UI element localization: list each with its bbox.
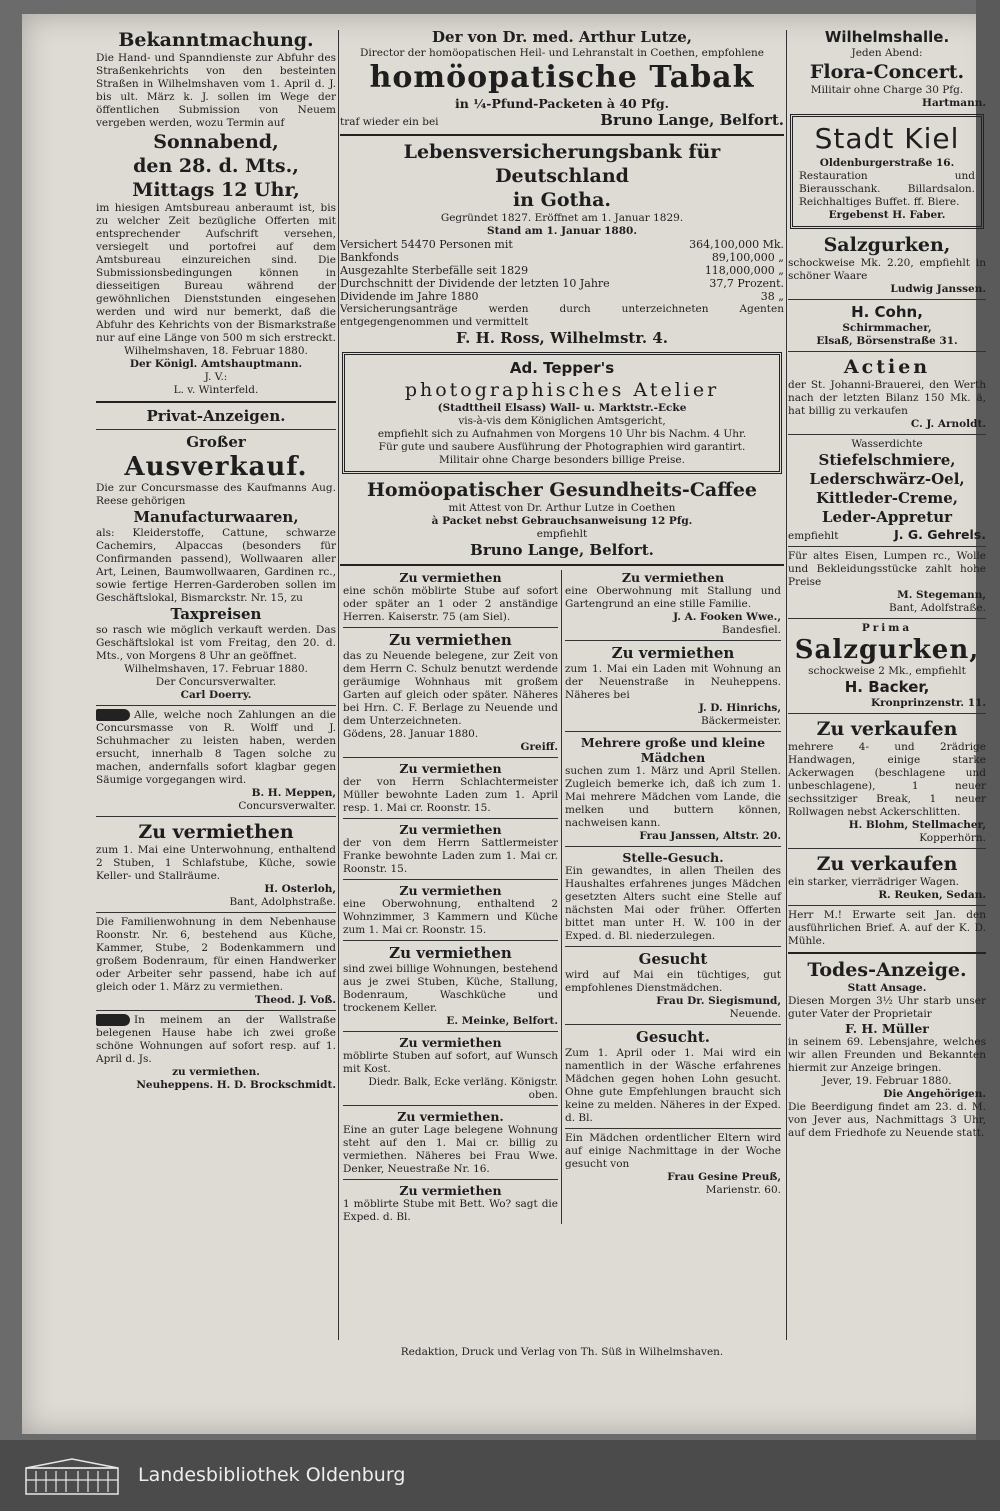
bek-signature: Der Königl. Amtshauptmann. [129,358,303,370]
sell-signature: R. Reuken, Sedan. [878,889,986,901]
wh-concert: Flora-Concert. [809,61,965,83]
divider [343,879,558,880]
death-notice-text: Die Beerdigung findet am 23. d. M. von Jever aus, Nachmittags 3 Uhr, auf dem Friedhofe zu Neuende statt. [788,1101,986,1139]
sell-heading: Zu verkaufen [816,853,958,875]
caffee-title: Homöopatischer Gesundheits-Caffee [366,479,758,501]
cohn-address: Elsaß, Börsenstraße 31. [816,335,958,347]
insurance-agent: F. H. Ross, Wilhelmstr. 4. [455,329,668,347]
job-text: Zum 1. April oder 1. Mai wird ein namentlich in der Wäsche erfahrenes Mädchen gegen hohen Lohn gesucht. Ohne gute Empfehlungen braucht sich keine zu melden. Näheres in der Exped. d. Bl. [565,1047,781,1124]
gehrels-product: Stiefelschmiere, [818,451,956,469]
rent-signature: Bäckermeister. [700,715,781,727]
divider [565,1128,781,1129]
divider [343,940,558,941]
sale-heading: Ausverkauf. [124,452,308,482]
job-text: Ein gewandtes, in allen Theilen des Haushaltes erfahrenes junges Mädchen gesetzten Alters sucht eine Stelle auf nächsten Mai oder früher. Offerten bittet man unter H. W. 100 in der Exped. d. Bl. niederzulegen. [565,865,781,942]
divider [565,846,781,847]
sale-goods: Manufacturwaaren, [133,508,299,526]
death-notice-text: Diesen Morgen 3½ Uhr starb unser guter Vater der Proprietair [788,995,986,1020]
caffee-pack: à Packet nebst Gebrauchsanweisung 12 Pfg. [431,515,693,527]
sell-heading: Zu verkaufen [816,718,958,740]
insurance-row-label: Durchschnitt der Dividende der letzten 10 Jahre [340,277,610,290]
divider [343,1105,558,1106]
pointing-hand-icon [96,709,130,721]
job-heading: Gesucht. [636,1028,710,1046]
insurance-row-value: 37,7 Prozent. [709,277,784,290]
wall-text: In meinem an der Wallstraße belegenen Hause habe ich zwei große schöne Wohnungen auf sofort resp. auf 1. April d. Js. [96,1014,336,1065]
insurance-row [340,290,784,303]
divider [96,429,336,430]
sale-place: Wilhelmshaven, 17. Februar 1880. [124,663,308,675]
insurance-founded: Gegründet 1827. Eröffnet am 1. Januar 1829. [440,212,684,224]
rent-signature: Greiff. [520,741,558,753]
insurance-title: Lebensversicherungsbank für Deutschland [403,141,721,187]
divider [343,757,558,758]
death-notice-name: F. H. Müller [845,1021,929,1036]
salz-signature: Ludwig Janssen. [890,283,986,295]
flat-signature: Theod. J. Voß. [254,994,336,1006]
rent-signature: J. D. Hinrichs, [698,702,781,714]
insurance-row [340,277,784,290]
rent-text: eine Oberwohnung mit Stallung und Gartengrund an eine stille Familie. [565,585,781,610]
divider [788,351,986,352]
column-rule [786,30,787,1340]
lutze-seller-row [340,111,784,130]
sale-text: so rasch wie möglich verkauft werden. Das Geschäftslokal ist vom Freitag, den 20. d. Mts., von Morgens 8 Uhr an geöffnet. [96,624,336,662]
rent-text: der von dem Herrn Sattlermeister Franke bewohnte Laden zum 1. Mai cr. Roonstr. 15. [343,837,558,875]
divider [788,848,986,849]
backer-signature: Kronprinzenstr. 11. [871,697,986,709]
divider [343,818,558,819]
divider [96,705,336,706]
wh-text: Militair ohne Charge 30 Pfg. [810,84,964,96]
death-notice-place: Jever, 19. Februar 1880. [822,1075,952,1087]
insurance-row-label: Ausgezahlte Sterbefälle seit 1829 [340,264,529,277]
rent-heading: Zu vermiethen [399,761,502,776]
left-column [96,28,336,1338]
classified-right [562,570,784,1224]
rent-text: das zu Neuende belegene, zur Zeit von dem Herrn C. Schulz benutzt werdende geräumige Wohnhaus mit großem Garten auf gleich oder später. Näheres bei Hrn. C. F. Berlage zu Neuende und dem Unterzeichneten. [343,650,558,727]
job-heading: Stelle-Gesuch. [622,850,724,865]
gehrels-sub: Wasserdichte [851,438,923,450]
divider [788,952,986,954]
gehrels-product: Lederschwärz-Oel, [809,470,965,488]
rent-heading: Zu vermiethen [399,570,502,585]
backer-text: schockweise 2 Mk., empfiehlt [808,665,966,677]
middle-column [340,28,784,1338]
bek-signature: J. V.: [204,371,228,383]
stegemann-text: Für altes Eisen, Lumpen rc., Wolle und Bekleidungsstücke zahlt hohe Preise [788,550,986,588]
divider [565,1024,781,1025]
rent-heading: Zu vermiethen [621,570,725,585]
imprint-line: Redaktion, Druck und Verlag von Th. Süß in Wilhelmshaven. [400,1346,724,1358]
rent-heading: Zu vermiethen [389,631,512,649]
kiel-address: Oldenburgerstraße 16. [819,157,955,169]
caffee-sub: mit Attest von Dr. Arthur Lutze in Coethen [448,502,676,514]
rent-text: zum 1. Mai ein Laden mit Wohnung an der Neuenstraße in Neuheppens. Näheres bei [565,663,781,701]
divider [565,946,781,947]
rent-heading: Zu vermiethen. [397,1109,504,1124]
divider [788,546,986,547]
gehrels-signature: J. G. Gehrels. [894,527,986,542]
tepper-location: (Stadttheil Elsass) Wall- u. Marktstr.-Ecke [437,402,687,414]
tepper-ad [342,352,782,474]
payment-signature: B. H. Meppen, [251,787,336,799]
pointing-hand-icon [96,1014,130,1026]
salz-text: schockweise Mk. 2.20, empfiehlt in schöner Waare [788,257,986,282]
job-heading: Mehrere große und kleine Mädchen [580,735,766,765]
backer-signature: H. Backer, [844,678,930,696]
divider [788,434,986,435]
rent-text: zum 1. Mai eine Unterwohnung, enthaltend 2 Stuben, 1 Schlafstube, Küche, sowie Keller- und Stallräume. [96,844,336,882]
sale-prices: Taxpreisen [170,605,262,623]
job-text: wird auf Mai ein tüchtiges, gut empfohlenes Dienstmädchen. [565,969,781,994]
insurance-row [340,238,784,251]
wall-notice [96,1014,336,1066]
sale-text: als: Kleiderstoffe, Cattune, schwarze Cachemirs, Alpaccas (besonders für Confirmanden passend), Wollwaaren aller Art, Leinen, Baumwollwaaren, Gardinen rc., sowie fertige Herren-Garderoben sollen im Geschäftslokal, Bismarckstr. Nr. 15, zu [96,527,336,604]
tepper-atelier: photographisches Atelier [404,379,720,401]
payment-text: Alle, welche noch Zahlungen an die Concursmasse von R. Wolff und J. Schuhmacher zu leisten haben, werden ersucht, innerhalb 8 Tagen solche zu machen, andernfalls sofort klagbar gegen Säumige vorgegangen wird. [96,709,336,786]
tepper-vis: vis-à-vis dem Königlichen Amtsgericht, [458,415,666,427]
insurance-row-value: 364,100,000 Mk. [689,238,784,251]
sale-text: Die zur Concursmasse des Kaufmanns Aug. Reese gehörigen [96,482,336,507]
divider [340,564,784,566]
bek-signature: L. v. Winterfeld. [173,384,259,396]
bek-text: Die Hand- und Spanndienste zur Abfuhr des Straßenkehrichts von den besteinten Straßen in Wilhelmshaven vom 1. April d. J. bis ult. März k. J. sollen im Wege der öffentlichen Submission von Neuem vergeben werden, wozu Termin auf [96,52,336,129]
gehrels-product: Leder-Appretur [821,508,953,526]
payment-signature: Concursverwalter. [238,800,336,812]
rent-text: eine schön möblirte Stube auf sofort oder später an 1 oder 2 anständige Herren. Kaiserstr. 75 (am Siel). [343,585,558,623]
rent-signature: E. Meinke, Belfort. [446,1015,558,1027]
classified-columns [340,570,784,1224]
lutze-title: Der von Dr. med. Arthur Lutze, [432,28,692,46]
insurance-row [340,251,784,264]
bek-date: Sonnabend, [153,131,279,153]
actien-signature: C. J. Arnoldt. [910,418,986,430]
salz-title: Salzgurken, [823,234,951,256]
rent-text: sind zwei billige Wohnungen, bestehend aus je zwei Stuben, Küche, Stallung, Bodenraum, Waschküche und trockenem Keller. [343,963,558,1014]
lutze-pack: in ¼-Pfund-Packeten à 40 Pfg. [455,96,669,111]
caffee-seller: Bruno Lange, Belfort. [470,541,654,559]
insurance-row [340,264,784,277]
divider [96,1010,336,1011]
insurance-row-value: 118,000,000 „ [704,264,784,277]
rent-text: 1 möblirte Stube mit Bett. Wo? sagt die Exped. d. Bl. [343,1198,558,1223]
job-signature: Marienstr. 60. [705,1184,781,1196]
divider [343,1179,558,1180]
rent-signature: Bant, Adolphstraße. [229,896,336,908]
backer-title: Salzgurken, [794,635,980,665]
wh-sub: Jeden Abend: [851,47,923,59]
rent-place: Gödens, 28. Januar 1880. [343,728,479,740]
rent-signature: H. Osterloh, [264,883,336,895]
sell-signature: H. Blohm, Stellmacher, [848,819,986,831]
job-text: suchen zum 1. März und April Stellen. Zugleich bemerke ich, daß ich zum 1. Mai mehrere Mädchen vom Lande, die melken und buttern können, nachweisen kann. [565,765,781,829]
rent-heading: Zu vermiethen [399,822,502,837]
divider [788,905,986,906]
rent-heading: Zu vermiethen [399,883,502,898]
kiel-title: Stadt Kiel [814,122,960,155]
job-heading: Gesucht [638,950,708,968]
tepper-title: Ad. Tepper's [509,359,615,377]
rent-text: der von Herrn Schlachtermeister Müller bewohnte Laden zum 1. April resp. 1. Mai cr. Roonstr. 15. [343,776,558,814]
sell-text: mehrere 4- und 2rädrige Handwagen, einige starke Ackerwagen (beschlagene und unbeschlagene), 1 neuer sechssitziger Break, 1 neuer Rollwagen nebst Ackerschlitten. [788,741,986,818]
library-name: Landesbibliothek Oldenburg [138,1464,406,1486]
rent-heading: Zu vermiethen [611,644,735,662]
stegemann-signature: M. Stegemann, [897,589,986,601]
classified-left [340,570,562,1224]
kiel-text: Restauration und Bierausschank. Billardsalon. Reichhaltiges Buffet. ff. Biere. [799,170,975,208]
divider [340,134,784,136]
gehrels-emp: empfiehlt [788,530,839,542]
cohn-sub: Schirmmacher, [842,322,932,334]
tepper-text: empfiehlt sich zu Aufnahmen von Morgens 10 Uhr bis Nachm. 4 Uhr. [377,428,747,440]
wh-title: Wilhelmshalle. [824,28,950,46]
stegemann-signature: Bant, Adolfstraße. [889,602,986,614]
wh-signature: Hartmann. [922,97,986,109]
divider [788,299,986,300]
insurance-stand: Stand am 1. Januar 1880. [487,225,637,237]
gehrels-row [788,527,986,543]
wall-signature: Neuheppens. H. D. Brockschmidt. [136,1079,336,1091]
rent-signature: Bandesfiel. [722,624,781,636]
insurance-text: Versicherungsanträge werden durch unterzeichneten Agenten entgegengenommen und vermittelt [340,303,784,328]
cohn-title: H. Cohn, [851,303,923,321]
wall-rent: zu vermiethen. [172,1066,260,1078]
divider [96,816,336,817]
kiel-ad [790,114,984,229]
insurance-row-label: Versichert 54470 Personen mit [340,238,513,251]
divider [96,912,336,913]
insurance-figures [340,238,784,303]
kiel-signature: Ergebenst H. Faber. [828,209,946,221]
bek-place: Wilhelmshaven, 18. Februar 1880. [124,345,308,357]
job-text: Ein Mädchen ordentlicher Eltern wird auf einige Nachmittage in der Woche gesucht von [565,1132,781,1170]
divider [788,713,986,714]
rent-text: Eine an guter Lage belegene Wohnung steht auf den 1. Mai cr. billig zu vermiethen. Näheres bei Frau Wwe. Denker, Neuestraße Nr. 16. [343,1124,558,1175]
prima-label: Prima [861,622,913,634]
sell-signature: Kopperhörn. [919,832,986,844]
bek-text: im hiesigen Amtsbureau anberaumt ist, bis zu welcher Zeit bezügliche Offerten mit entsprechender Aufschrift versehen, versiegelt und portofrei auf dem Amtsbureau einzureichen sind. Die Submissionsbedingungen können in diesseitigen Bureau während der gewöhnlichen Dienststunden eingesehen werden und wird nur bemerkt, daß die Abfuhr des Kehrichts von der Bismarkstraße nur auf eine Länge von 500 m sich erstreckt. [96,202,336,344]
insurance-title: in Gotha. [512,189,612,211]
rent-heading: Zu vermiethen [389,944,512,962]
rent-signature: Diedr. Balk, Ecke verläng. Königstr. oben. [368,1076,558,1101]
insurance-row-value: 89,100,000 „ [711,251,784,264]
job-signature: Frau Dr. Siegismund, [656,995,781,1007]
lutze-sub: Director der homöopatischen Heil- und Lehranstalt in Coethen, empfohlene [359,47,765,59]
actien-text: der St. Johanni-Brauerei, den Werth nach der letzten Bilanz 150 Mk. ä, hat billig zu verkaufen [788,379,986,417]
rent-text: möblirte Stuben auf sofort, auf Wunsch mit Kost. [343,1050,558,1075]
rent-text: eine Oberwohnung, enthaltend 2 Wohnzimmer, 3 Kammern und Küche zum 1. Mai cr. Roonstr. 15. [343,898,558,936]
sale-heading: Großer [186,433,246,451]
rent-heading: Zu vermiethen [399,1035,502,1050]
rent-signature: J. A. Fooken Wwe., [673,611,781,623]
bek-title: Bekanntmachung. [118,29,314,51]
job-signature: Neuende. [729,1008,781,1020]
actien-title: Actien [843,356,931,378]
death-notice-sub: Statt Ansage. [847,982,927,994]
library-footer [0,1440,1000,1511]
rent-heading: Zu vermiethen [138,821,294,843]
bek-date: Mittags 12 Uhr, [132,179,300,201]
divider [565,731,781,732]
insurance-row-label: Dividende im Jahre 1880 [340,290,479,303]
divider [565,640,781,641]
payment-notice [96,709,336,787]
flat-text: Die Familienwohnung in dem Nebenhause Roonstr. Nr. 6, bestehend aus Küche, Kammer, Stube, 2 Bodenkammern und großem Bodenraum, für einen Handwerker oder Arbeiter sehr passend, habe ich auf gleich oder 1. März zu vermiethen. [96,916,336,993]
job-signature: Frau Gesine Preuß, [667,1171,781,1183]
caffee-emp: empfiehlt [536,528,588,540]
column-rule [338,30,339,1340]
death-notice-signature: Die Angehörigen. [883,1088,986,1100]
insurance-row-value: 38 „ [760,290,784,303]
lutze-product: homöopatische Tabak [369,60,755,95]
sale-signature: Der Concursverwalter. [155,676,277,688]
job-signature: Frau Janssen, Altstr. 20. [639,830,781,842]
rent-heading: Zu vermiethen [399,1183,502,1198]
bek-date: den 28. d. Mts., [133,155,299,177]
sell-text: ein starker, vierrädriger Wagen. [788,876,960,888]
personal-notice: Herr M.! Erwarte seit Jan. den ausführlichen Brief. A. auf der K. D. Mühle. [788,909,986,947]
sale-signature: Carl Doerry. [180,689,252,701]
divider [96,401,336,403]
death-notice-text: in seinem 69. Lebensjahre, welches wir allen Freunden und Bekannten hiermit zur Anzeige bringen. [788,1036,986,1074]
tepper-text: Militair ohne Charge besonders billige Preise. [439,454,685,466]
lutze-traf: traf wieder ein bei [340,116,439,128]
divider [343,1031,558,1032]
private-ads-heading: Privat-Anzeigen. [146,407,286,425]
death-notice-title: Todes-Anzeige. [807,959,967,981]
lutze-seller: Bruno Lange, Belfort. [600,111,784,129]
insurance-row-label: Bankfonds [340,251,399,264]
right-column [788,28,986,1338]
divider [343,627,558,628]
gehrels-product: Kittleder-Creme, [815,489,959,507]
tepper-text: Für gute und saubere Ausführung der Photographien wird garantirt. [378,441,746,453]
divider [788,618,986,619]
library-building-icon [24,1458,120,1496]
